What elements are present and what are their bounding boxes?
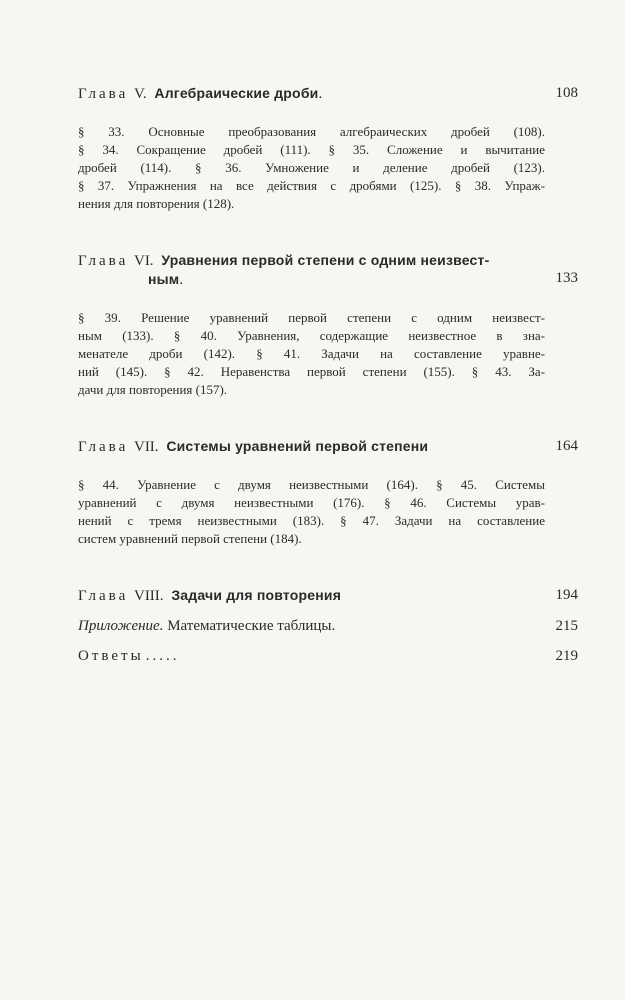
leader-dot: . bbox=[318, 86, 323, 102]
section-line: нений с тремя неизвестными (183). § 47. Задачи на составление bbox=[78, 513, 545, 528]
chapter-6-sections bbox=[78, 309, 545, 399]
section-line: нения для повторения (128). bbox=[78, 196, 235, 211]
appendix-title: Математические таблицы bbox=[167, 618, 332, 634]
chapter-lead: Глава bbox=[78, 439, 129, 455]
section-line: ным (133). § 40. Уравнения, содержащие неизвестное в зна- bbox=[78, 328, 545, 343]
chapter-7-sections bbox=[78, 476, 545, 548]
chapter-number: VIII. bbox=[133, 588, 164, 604]
answers-entry bbox=[78, 647, 578, 665]
chapter-lead: Глава bbox=[78, 588, 129, 604]
chapter-lead: Глава bbox=[78, 86, 129, 102]
page-number: 164 bbox=[555, 438, 578, 454]
chapter-5-heading bbox=[78, 84, 578, 103]
section-line: уравнений с двумя неизвестными (176). § 46. Системы урав- bbox=[78, 495, 545, 510]
page-number: 219 bbox=[555, 648, 578, 664]
leader-dot: . bbox=[331, 618, 336, 634]
page-number: 108 bbox=[555, 85, 578, 101]
page-number: 215 bbox=[555, 618, 578, 634]
table-of-contents bbox=[78, 84, 578, 665]
section-line: § 34. Сокращение дробей (111). § 35. Сложение и вычитание bbox=[78, 142, 545, 157]
chapter-6-heading bbox=[78, 251, 578, 289]
chapter-number: V. bbox=[133, 86, 147, 102]
section-line: § 37. Упражнения на все действия с дробями (125). § 38. Упраж- bbox=[78, 178, 545, 193]
section-line: § 33. Основные преобразования алгебраических дробей (108). bbox=[78, 124, 545, 139]
chapter-title: Уравнения первой степени с одним неизвест- bbox=[161, 252, 490, 268]
chapter-5-block bbox=[78, 84, 578, 213]
section-line: дробей (114). § 36. Умножение и деление дробей (123). bbox=[78, 160, 545, 175]
appendix-label: Приложение. bbox=[78, 618, 164, 634]
section-line: § 39. Решение уравнений первой степени с одним неизвест- bbox=[78, 310, 545, 325]
chapter-title: Алгебраические дроби bbox=[154, 85, 319, 101]
chapter-title: Задачи для повторения bbox=[171, 587, 342, 603]
answers-label: Ответы bbox=[78, 648, 144, 664]
page-number: 133 bbox=[555, 270, 578, 286]
chapter-number: VI. bbox=[133, 253, 154, 269]
section-line: дачи для повторения (157). bbox=[78, 382, 228, 397]
chapter-8-heading bbox=[78, 586, 578, 605]
chapter-number: VII. bbox=[133, 439, 159, 455]
chapter-5-sections bbox=[78, 123, 545, 213]
leader-dots: ..... bbox=[145, 648, 180, 664]
appendix-entry bbox=[78, 617, 578, 635]
page-number: 194 bbox=[555, 587, 578, 603]
section-line: ний (145). § 42. Неравенства первой степени (155). § 43. За- bbox=[78, 364, 545, 379]
chapter-6-block bbox=[78, 251, 578, 399]
chapter-lead: Глава bbox=[78, 253, 129, 269]
leader-dot: . bbox=[179, 272, 184, 288]
chapter-title-continuation: ным bbox=[148, 271, 180, 287]
section-line: систем уравнений первой степени (184). bbox=[78, 531, 302, 546]
chapter-7-block bbox=[78, 437, 578, 548]
section-line: менателе дроби (142). § 41. Задачи на составление уравне- bbox=[78, 346, 545, 361]
section-line: § 44. Уравнение с двумя неизвестными (164). § 45. Системы bbox=[78, 477, 545, 492]
chapter-title: Системы уравнений первой степени bbox=[166, 438, 429, 454]
chapter-7-heading bbox=[78, 437, 578, 456]
